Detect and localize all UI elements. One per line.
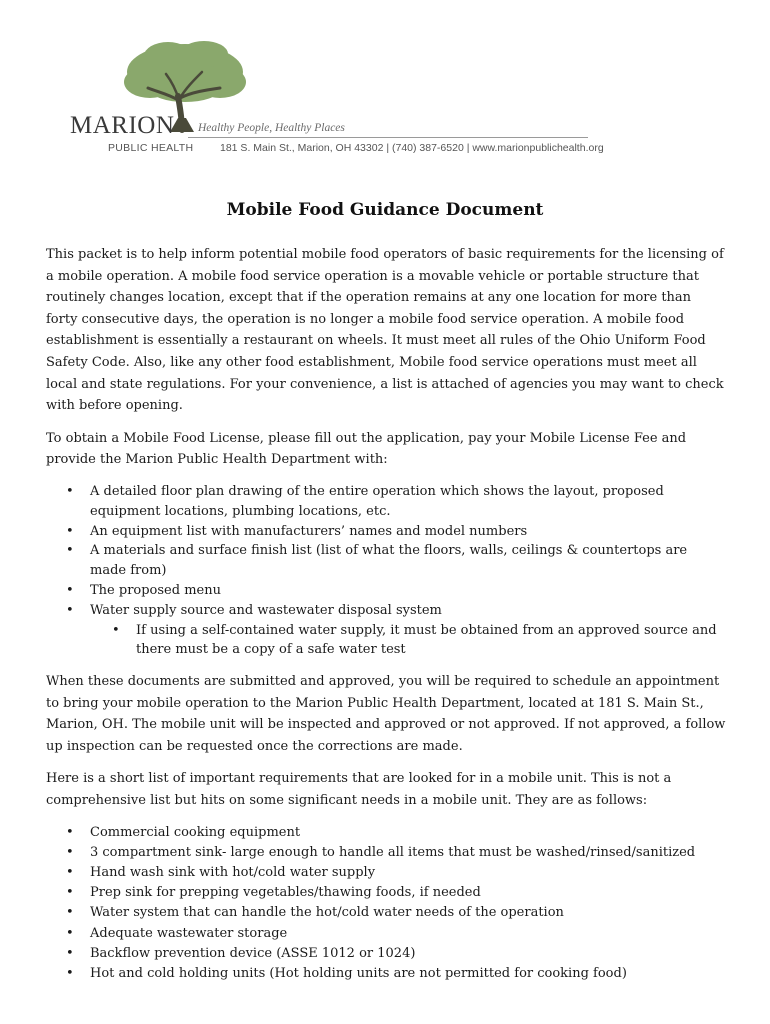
- documents-list: [46, 482, 726, 660]
- list-item: • Hot and cold holding units (Hot holding units are not permitted for cooking food): [90, 964, 726, 984]
- letterhead-divider: [188, 137, 588, 138]
- requirements-paragraph: Here is a short list of important requirements that are looked for in a mobile unit. This is not a comprehensive list but hits on some significant needs in a mobile unit. They are as follows:: [46, 771, 672, 809]
- bullet-icon: •: [66, 925, 74, 941]
- list-item: • If using a self-contained water supply, it must be obtained from an approved source and there must be a copy of a safe water test: [112, 622, 717, 658]
- list-item: • A materials and surface finish list (list of what the floors, walls, ceilings & countertops are made from): [66, 543, 688, 579]
- document-title: Mobile Food Guidance Document: [226, 200, 544, 220]
- bullet-icon: •: [66, 523, 74, 539]
- list-item: • The proposed menu: [90, 581, 726, 601]
- requirements-list: [46, 823, 726, 985]
- bullet-icon: •: [66, 966, 74, 982]
- bullet-icon: •: [66, 885, 74, 901]
- list-item: • Commercial cooking equipment: [90, 823, 726, 843]
- bullet-icon: •: [66, 543, 74, 559]
- list-item: • Backflow prevention device (ASSE 1012 or 1024): [90, 944, 726, 964]
- bullet-icon: •: [112, 622, 120, 638]
- org-name: MARION: [70, 112, 175, 139]
- list-item: • Water supply source and wastewater disposal system • If using a self-contained water supply, it must be obtained from an approved source and there must be a copy of a safe water test: [90, 601, 726, 660]
- list-item: • Water system that can handle the hot/cold water needs of the operation: [90, 903, 726, 923]
- list-item: • An equipment list with manufacturers’ names and model numbers: [90, 522, 726, 542]
- bullet-icon: •: [66, 945, 74, 961]
- list-item: • Hand wash sink with hot/cold water supply: [90, 863, 726, 883]
- list-item: • 3 compartment sink- large enough to handle all items that must be washed/rinsed/sanitized: [90, 843, 726, 863]
- bullet-icon: •: [66, 483, 74, 499]
- contact-line: 181 S. Main St., Marion, OH 43302 | (740) 387-6520 | www.marionpublichealth.org: [220, 142, 604, 154]
- tagline: Healthy People, Healthy Places: [198, 122, 345, 134]
- bullet-icon: •: [66, 824, 74, 840]
- list-item: • Adequate wastewater storage: [90, 924, 726, 944]
- list-item: • Prep sink for prepping vegetables/thawing foods, if needed: [90, 883, 726, 903]
- bullet-icon: •: [66, 844, 74, 860]
- bullet-icon: •: [66, 602, 74, 618]
- letterhead: [70, 38, 630, 164]
- document-body: [46, 244, 726, 995]
- bullet-icon: •: [66, 865, 74, 881]
- documents-sublist: [90, 621, 726, 661]
- bullet-icon: •: [66, 905, 74, 921]
- submitted-paragraph: When these documents are submitted and approved, you will be required to schedule an appointment to bring your mobile operation to the Marion Public Health Department, located at 181 S. Main St., Marion, OH. The mobile unit will be inspected and approved or not approved. If not approved, a follow up inspection can be requested once the corrections are made.: [46, 674, 726, 754]
- obtain-paragraph: To obtain a Mobile Food License, please fill out the application, pay your Mobile License Fee and provide the Marion Public Health Department with:: [46, 430, 687, 468]
- org-subtitle: PUBLIC HEALTH: [108, 142, 194, 154]
- list-item: • A detailed floor plan drawing of the entire operation which shows the layout, proposed equipment locations, plumbing locations, etc.: [66, 483, 664, 519]
- intro-paragraph: This packet is to help inform potential mobile food operators of basic requirements for the licensing of a mobile operation. A mobile food service operation is a movable vehicle or portable structure that routinely changes location, except that if the operation remains at any one location for more than forty consecutive days, the operation is no longer a mobile food service operation. A mobile food establishment is essentially a restaurant on wheels. It must meet all rules of the Ohio Uniform Food Safety Code. Also, like any other food establishment, Mobile food service operations must meet all local and state regulations. For your convenience, a list is attached of agencies you may want to check with before opening.: [46, 247, 724, 414]
- bullet-icon: •: [66, 582, 74, 598]
